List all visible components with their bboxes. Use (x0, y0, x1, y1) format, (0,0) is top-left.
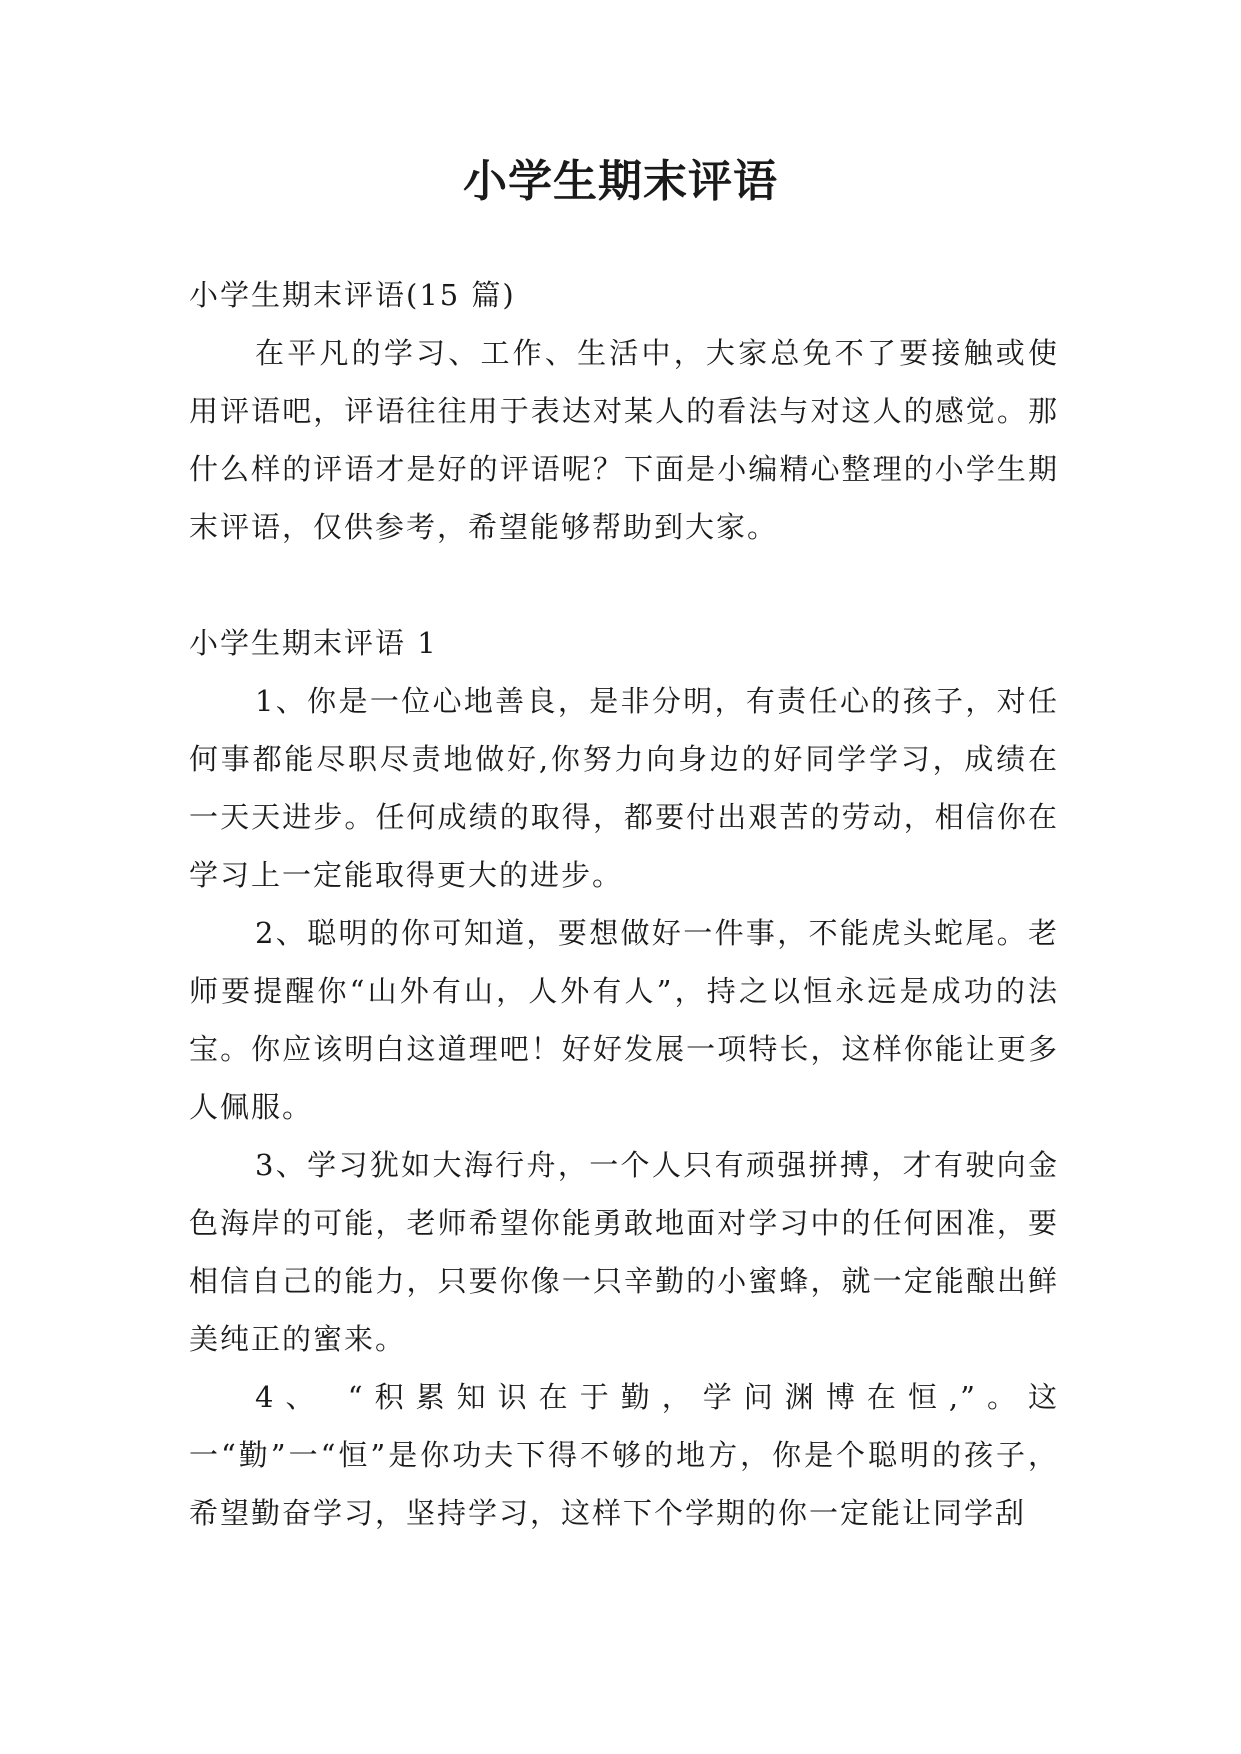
document-title: 小学生期末评语 (463, 156, 778, 207)
document-body (189, 266, 1059, 1542)
comment-item-3: 3、学习犹如大海行舟，一个人只有顽强拼搏，才有驶向金色海岸的可能，老师希望你能勇敢地面对学习中的任何困准，要相信自己的能力，只要你像一只辛勤的小蜜蜂，就一定能酿出鲜美纯正的蜜来。 (189, 1148, 1059, 1356)
paragraph-gap (189, 556, 1059, 614)
comment-item-1: 1、你是一位心地善良，是非分明，有责任心的孩子，对任何事都能尽职尽责地做好,你努力向身边的好同学学习，成绩在一天天进步。任何成绩的取得，都要付出艰苦的劳动，相信你在学习上一定能取得更大的进步。 (189, 684, 1059, 892)
comment-item-2: 2、聪明的你可知道，要想做好一件事，不能虎头蛇尾。老师要提醒你“山外有山，人外有人”，持之以恒永远是成功的法宝。你应该明白这道理吧！好好发展一项特长，这样你能让更多人佩服。 (189, 916, 1059, 1124)
intro-paragraph: 在平凡的学习、工作、生活中，大家总免不了要接触或使用评语吧，评语往往用于表达对某人的看法与对这人的感觉。那什么样的评语才是好的评语呢？下面是小编精心整理的小学生期末评语，仅供参考，希望能够帮助到大家。 (189, 336, 1059, 544)
comment-item-4: 4、 “积累知识在于勤，学问渊博在恒,”。这一“勤”一“恒”是你功夫下得不够的地方，你是个聪明的孩子，希望勤奋学习，坚持学习，这样下个学期的你一定能让同学刮 (189, 1380, 1059, 1530)
subtitle-line: 小学生期末评语(15 篇) (189, 278, 516, 312)
section-heading: 小学生期末评语 1 (189, 626, 438, 660)
